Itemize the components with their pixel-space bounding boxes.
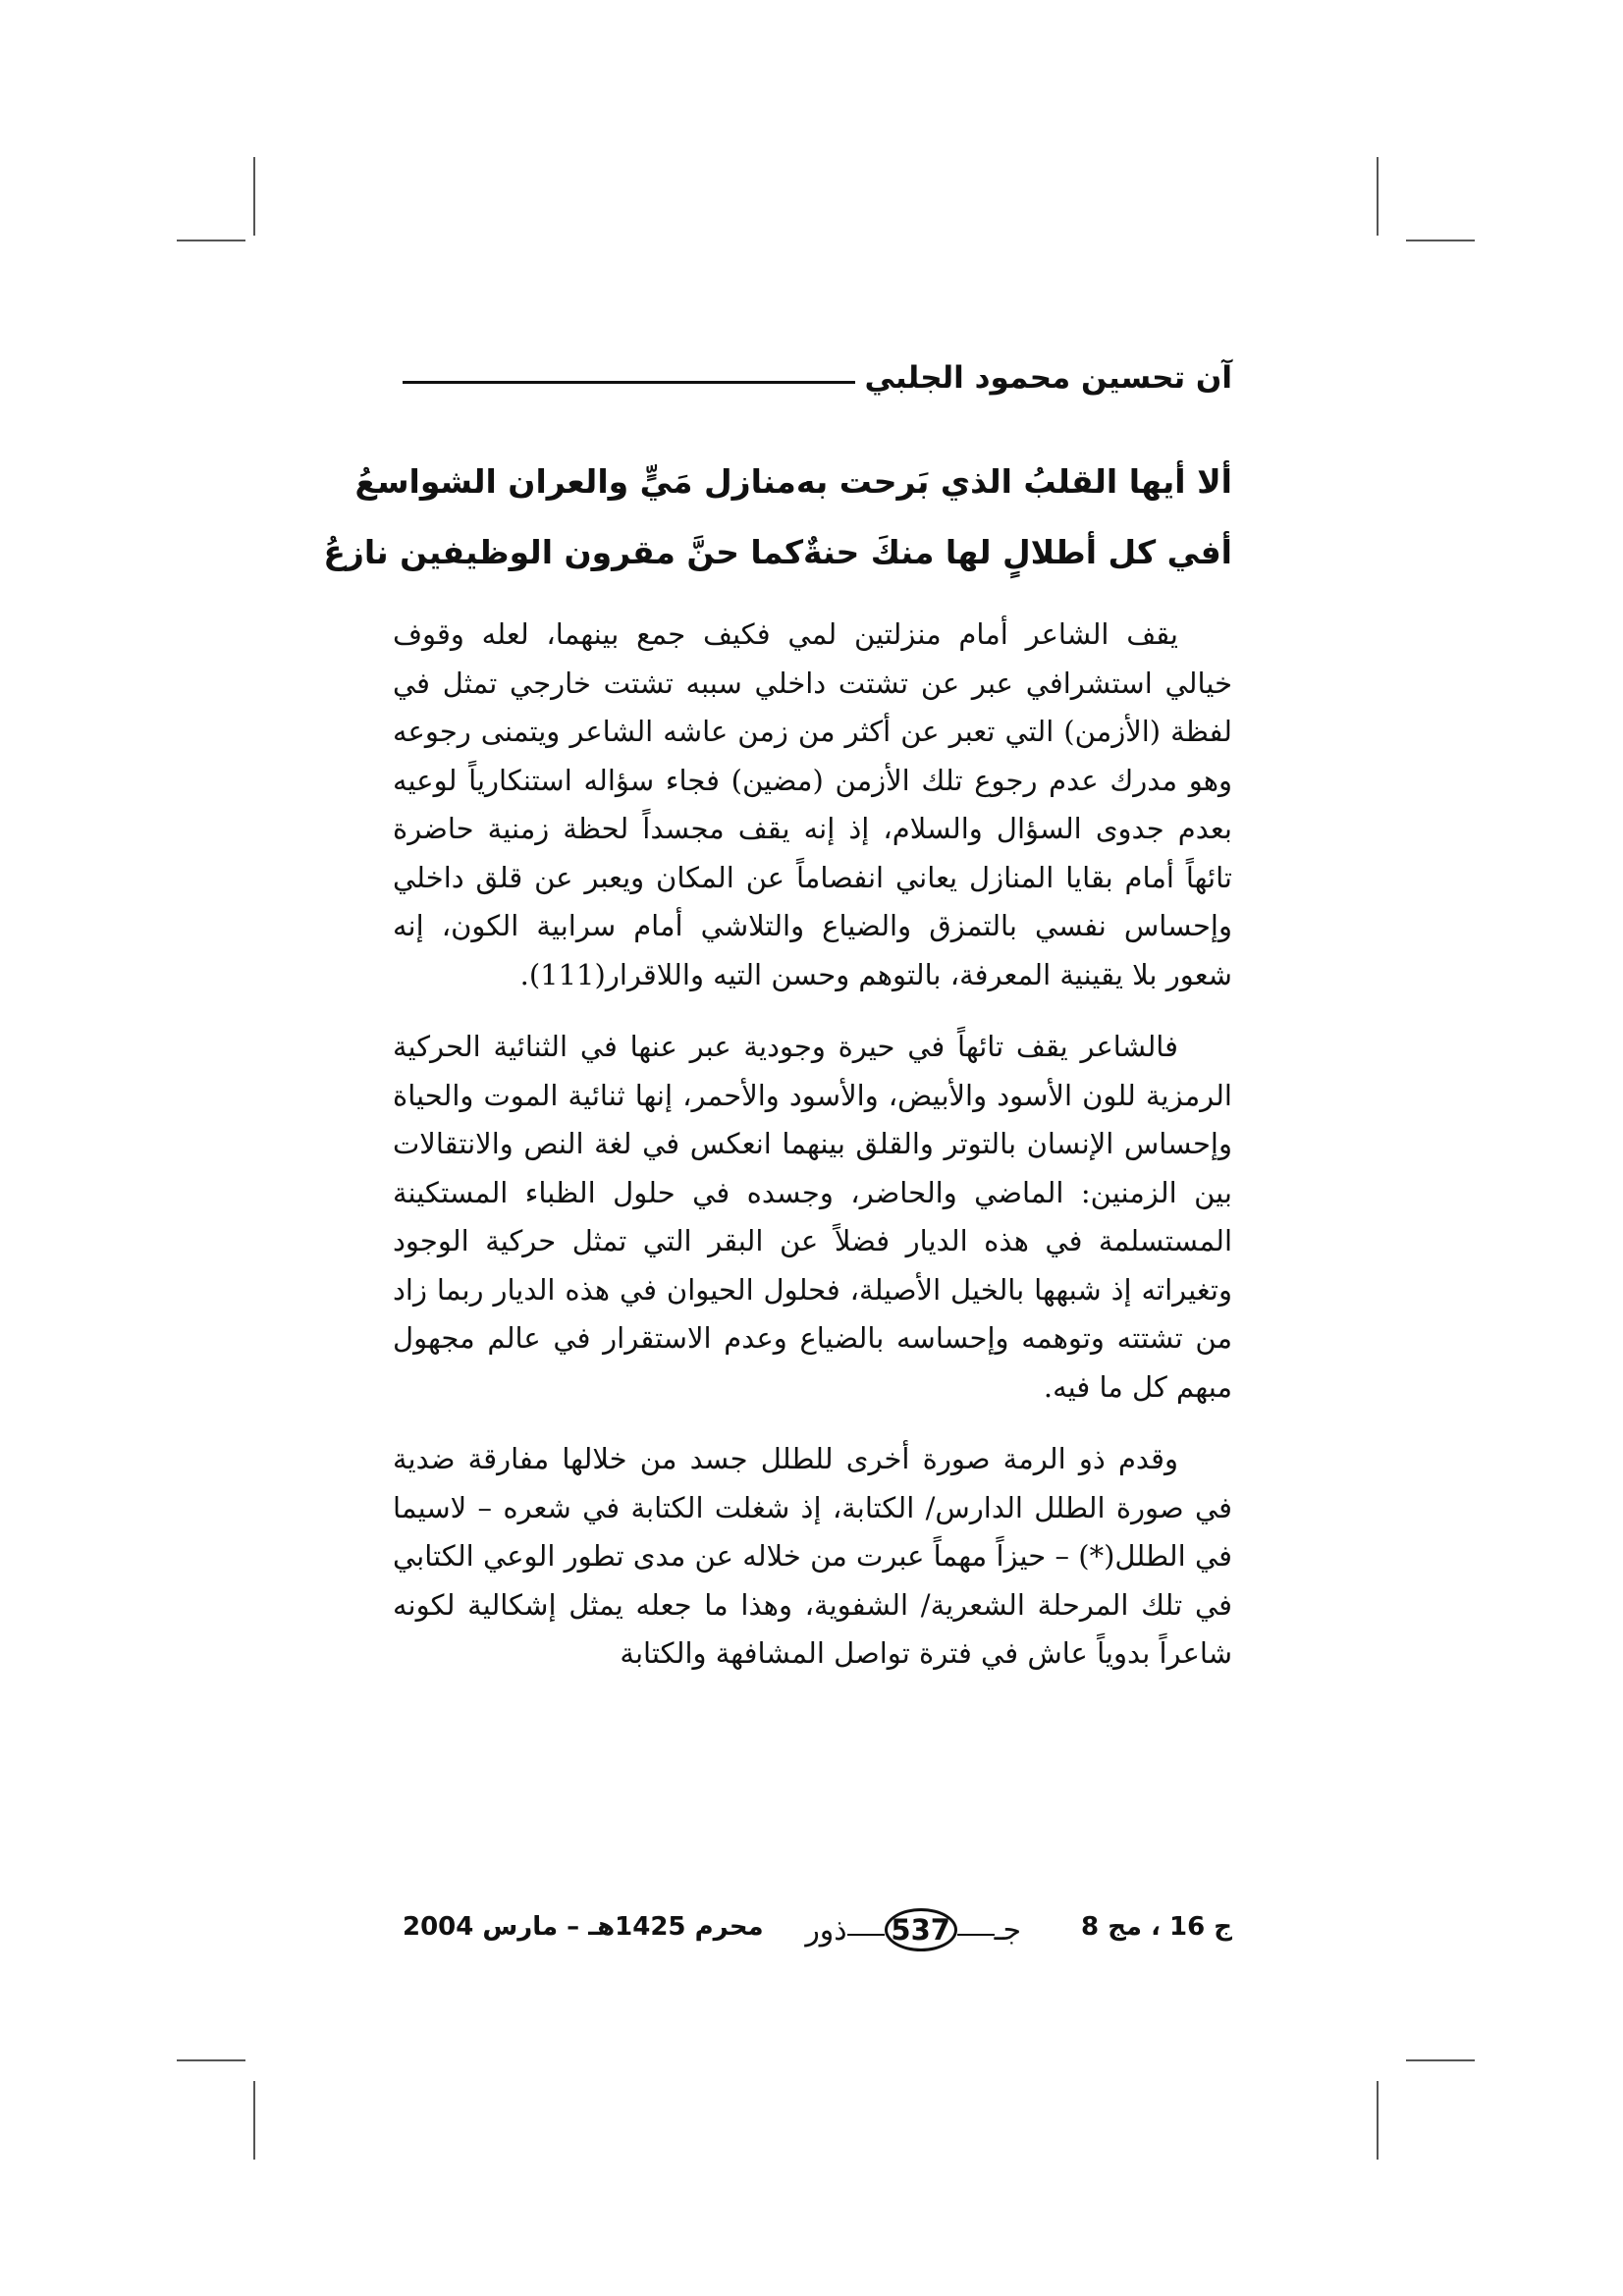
crop-mark-top-right-horizontal — [1406, 240, 1475, 241]
running-header — [403, 348, 1232, 407]
crop-mark-top-left-horizontal — [177, 240, 245, 241]
crop-mark-top-right-vertical — [1377, 157, 1379, 236]
body-text — [393, 611, 1232, 1702]
journal-name-right: ذور — [805, 1912, 847, 1948]
footer-date: محرم 1425هـ – مارس 2004 — [403, 1912, 764, 1942]
verse-line — [323, 517, 1232, 588]
crop-mark-bottom-left-horizontal — [177, 2059, 245, 2061]
crop-mark-bottom-right-vertical — [1377, 2081, 1379, 2160]
header-rule — [403, 381, 855, 384]
verse-second-hemistich: كما حنَّ مقرون الوظيفين نازعُ — [323, 533, 804, 571]
crop-mark-bottom-left-vertical — [253, 2081, 255, 2160]
journal-name-line — [957, 1934, 995, 1936]
journal-name-line — [847, 1934, 885, 1936]
paragraph: وقدم ذو الرمة صورة أخرى للطلل جسد من خلالها مفارقة ضدية في صورة الطلل الدارس/ الكتابة، إذ شغلت الكتابة في شعره – لاسيما في الطلل(*) – حيزاً مهماً عبرت من خلاله عن مدى تطور الوعي الكتابي في تلك المرحلة الشعرية/ الشفوية، وهذا ما جعله يمثل إشكالية لكونه شاعراً بدوياً عاش في فترة تواصل المشافهة والكتابة — [393, 1442, 1232, 1670]
page-footer — [403, 1904, 1232, 1963]
footer-issue: ج 16 ، مج 8 — [1081, 1912, 1232, 1942]
paragraph: يقف الشاعر أمام منزلتين لمي فكيف جمع بينهما، لعله وقوف خيالي استشرافي عبر عن تشتت داخلي سببه تشتت خارجي تمثل في لفظة (الأزمن) التي تعبر عن أكثر من زمن عاشه الشاعر ويتمنى رجوعه وهو مدرك عدم رجوع تلك الأزمن (مضين) فجاء سؤاله استنكارياً لوعيه بعدم جدوى السؤال والسلام، إذ إنه يقف مجسداً لحظة زمنية حاضرة تائهاً أمام بقايا المنازل يعاني انفصاماً عن المكان ويعبر عن قلق داخلي وإحساس نفسي بالتمزق والضياع والتلاشي أمام سرابية الكون، إنه شعور بلا يقينية المعرفة، بالتوهم وحسن التيه واللاقرار(111). — [393, 617, 1232, 991]
verse-second-hemistich: منازل مَيٍّ والعران الشواسعُ — [354, 462, 796, 501]
crop-mark-top-left-vertical — [253, 157, 255, 236]
verse-first-hemistich: ألا أيها القلبُ الذي بَرحت به — [795, 462, 1232, 501]
footer-journal-mark — [805, 1904, 1021, 1955]
verse-line — [354, 447, 1232, 517]
page-number-oval — [885, 1908, 957, 1951]
paragraph: فالشاعر يقف تائهاً في حيرة وجودية عبر عنها في الثنائية الحركية الرمزية للون الأسود والأبيض، والأسود والأحمر، إنها ثنائية الموت والحياة وإحساس الإنسان بالتوتر والقلق بينهما انعكس في لغة النص والانتقالات بين الزمنين: الماضي والحاضر، وجسده في حلول الظباء المستكينة المستسلمة في هذه الديار فضلاً عن البقر التي تمثل حركية الوجود وتغيراته إذ شبهها بالخيل الأصيلة، فحلول الحيوان في هذه الديار ربما زاد من تشتته وتوهمه وإحساسه بالضياع وعدم الاستقرار في عالم مجهول مبهم كل ما فيه. — [393, 1030, 1232, 1404]
journal-name-left: جـ — [994, 1912, 1021, 1948]
header-author: آن تحسين محمود الجلبي — [864, 360, 1232, 396]
page-number: 537 — [891, 1913, 950, 1947]
crop-mark-bottom-right-horizontal — [1406, 2059, 1475, 2061]
poem-verses — [323, 447, 1232, 588]
verse-first-hemistich: أفي كل أطلالٍ لها منكَ حنةٌ — [803, 533, 1232, 571]
